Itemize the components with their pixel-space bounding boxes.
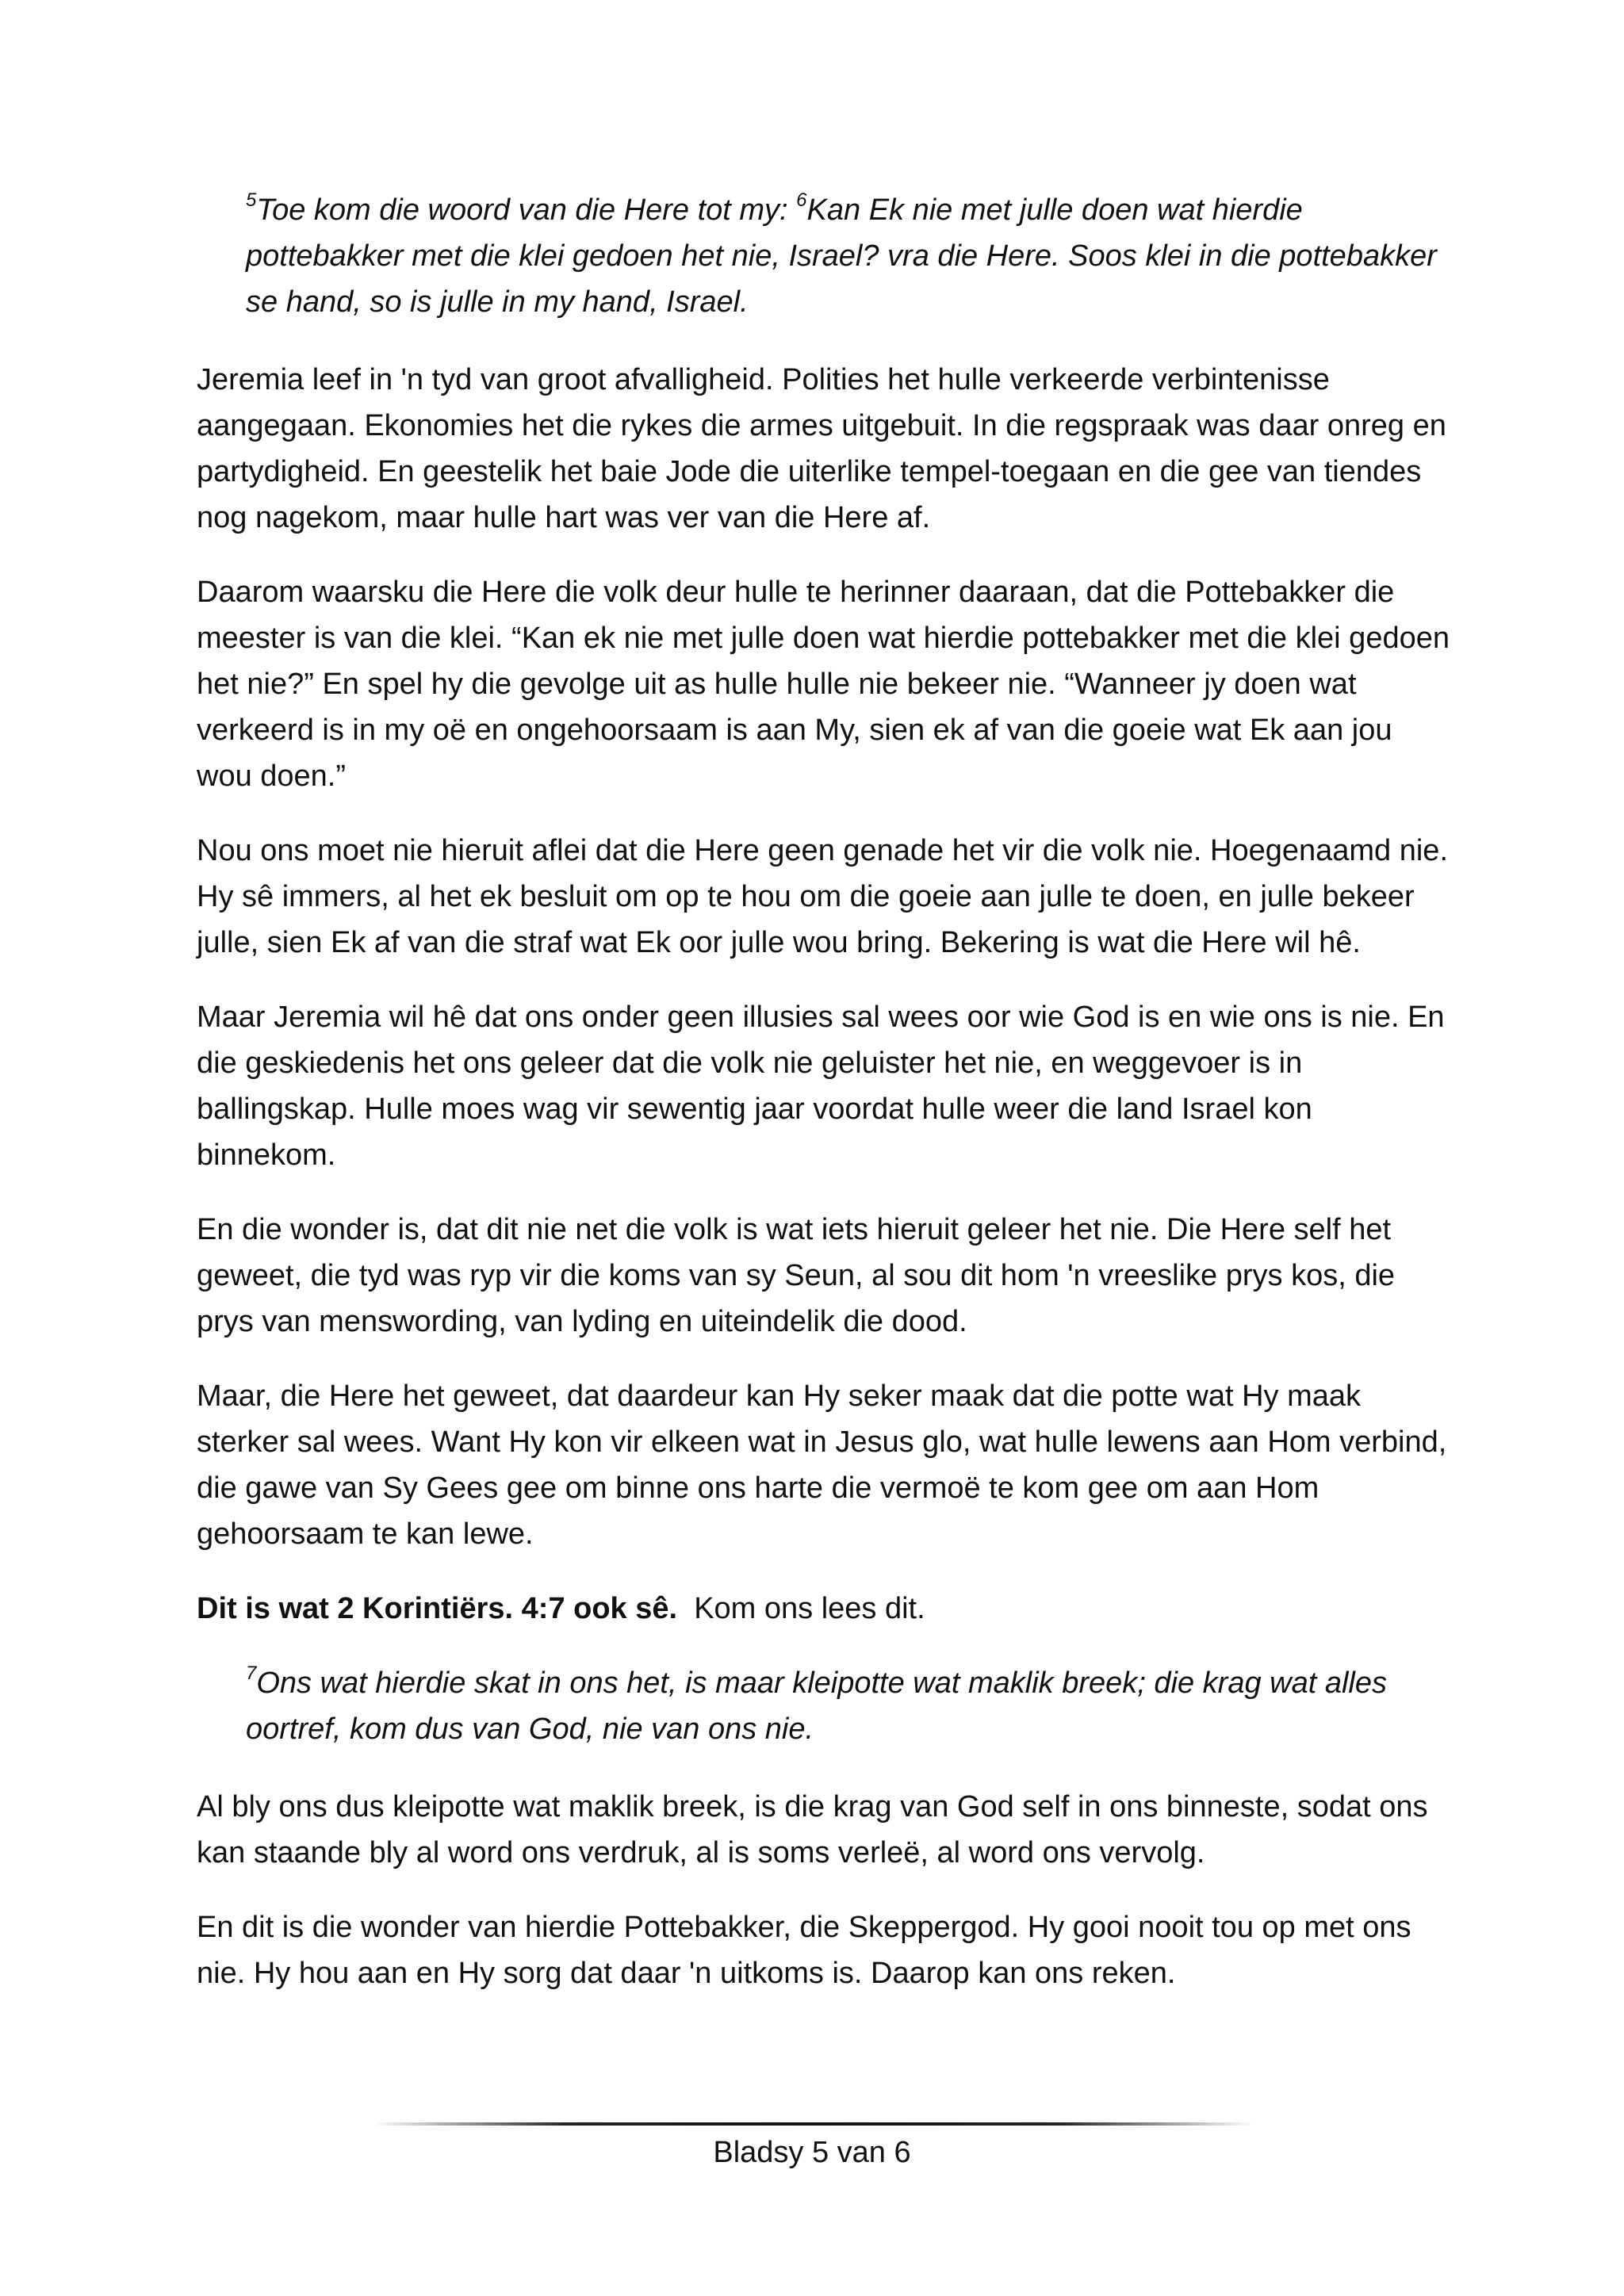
verse-number: 5 xyxy=(246,189,257,212)
scripture-reference: Dit is wat 2 Korintiërs. 4:7 ook sê. xyxy=(197,1592,678,1625)
paragraph: En die wonder is, dat dit nie net die volk is wat iets hieruit geleer het nie. Die Here self het geweet, die tyd was ryp vir die koms van sy Seun, al sou dit hom 'n vreeslike prys kos, die prys van menswording, van lyding en uiteindelik die dood. xyxy=(197,1213,1396,1338)
quote-text: Toe kom die woord van die Here tot my: xyxy=(256,193,797,227)
paragraph: Daarom waarsku die Here die volk deur hulle te herinner daaraan, dat die Pottebakker die meester is van die klei. “Kan ek nie met julle doen wat hierdie pottebakker met die klei gedoen het nie?” En spel hy die gevolge uit as hulle hulle nie bekeer nie. “Wanneer jy doen wat verkeerd is in my oë en ongehoorsaam is aan My, sien ek af van die goeie wat Ek aan jou wou doen.” xyxy=(197,576,1450,793)
paragraph: Al bly ons dus kleipotte wat maklik breek, is die krag van God self in ons binneste, sodat ons kan staande bly al word ons verdruk, al is soms verleë, al word ons vervolg. xyxy=(197,1790,1428,1869)
scripture-reference-line xyxy=(197,1586,1450,1632)
reference-intro-text: Kom ons lees dit. xyxy=(677,1592,925,1625)
quote-text: Ons wat hierdie skat in ons het, is maar kleipotte wat maklik breek; die krag wat alles oortref, kom dus van God, nie van ons nie. xyxy=(246,1667,1387,1746)
page-number: Bladsy 5 van 6 xyxy=(713,2136,911,2169)
verse-number: 7 xyxy=(246,1663,257,1685)
document-body xyxy=(197,187,1450,2025)
paragraph: En dit is die wonder van hierdie Pottebakker, die Skeppergod. Hy gooi nooit tou op met ons nie. Hy hou aan en Hy sorg dat daar 'n uitkoms is. Daarop kan ons reken. xyxy=(197,1911,1411,1990)
paragraph: Nou ons moet nie hieruit aflei dat die Here geen genade het vir die volk nie. Hoegenaamd nie. Hy sê immers, al het ek besluit om op te hou om die goeie aan julle te doen, en julle bekeer julle, sien Ek af van die straf wat Ek oor julle wou bring. Bekering is wat die Here wil hê. xyxy=(197,834,1449,959)
footer-divider xyxy=(373,2122,1253,2126)
paragraph: Maar Jeremia wil hê dat ons onder geen illusies sal wees oor wie God is en wie ons is nie. En die geskiedenis het ons geleer dat die volk nie geluister het nie, en weggevoer is in ballingskap. Hulle moes wag vir sewentig jaar voordat hulle weer die land Israel kon binnekom. xyxy=(197,1001,1445,1172)
scripture-quote-corinthians xyxy=(246,1660,1450,1752)
verse-number: 6 xyxy=(796,189,807,212)
quote-text: Kan Ek nie met julle doen wat hierdie pottebakker met die klei gedoen het nie, Israel? vra die Here. Soos klei in die pottebakker se hand, so is julle in my hand, Israel. xyxy=(246,193,1437,319)
paragraph: Jeremia leef in 'n tyd van groot afvalligheid. Polities het hulle verkeerde verbintenisse aangegaan. Ekonomies het die rykes die armes uitgebuit. In die regspraak was daar onreg en partydigheid. En geestelik het baie Jode die uiterlike tempel-toegaan en die gee van tiendes nog nagekom, maar hulle hart was ver van die Here af. xyxy=(197,363,1446,534)
scripture-quote-jeremiah xyxy=(246,187,1450,325)
paragraph: Maar, die Here het geweet, dat daardeur kan Hy seker maak dat die potte wat Hy maak sterker sal wees. Want Hy kon vir elkeen wat in Jesus glo, wat hulle lewens aan Hom verbind, die gawe van Sy Gees gee om binne ons harte die vermoë te kom gee om aan Hom gehoorsaam te kan lewe. xyxy=(197,1380,1447,1551)
